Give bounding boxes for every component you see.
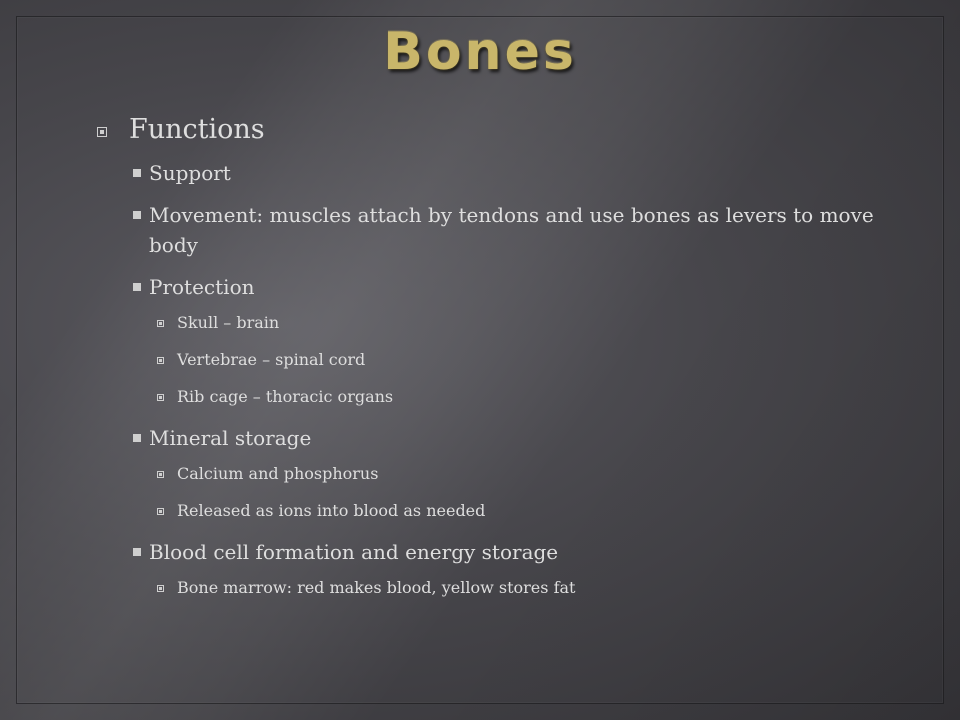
bullet-text: Mineral storage (149, 426, 312, 450)
filled-square-bullet-icon (133, 169, 141, 177)
small-square-bullet-icon (157, 320, 164, 327)
bullet-text: Support (149, 161, 231, 185)
bullet-item-calcium (157, 463, 897, 485)
square-bullet-icon (97, 127, 107, 137)
bullet-text: Vertebrae – spinal cord (177, 350, 366, 369)
bullet-text: Functions (129, 114, 265, 145)
bullet-item-released-ions (157, 500, 897, 522)
small-square-bullet-icon (157, 394, 164, 401)
bullet-text: Blood cell formation and energy storage (149, 540, 559, 564)
bullet-item-blood-cell-formation (133, 537, 897, 567)
bullet-item-vertebrae (157, 349, 897, 371)
bullet-item-movement (133, 200, 897, 260)
filled-square-bullet-icon (133, 211, 141, 219)
small-square-bullet-icon (157, 585, 164, 592)
bullet-text: Skull – brain (177, 313, 280, 332)
bullet-text: Protection (149, 275, 255, 299)
bullet-item-rib-cage (157, 386, 897, 408)
bullet-item-support (133, 158, 897, 188)
bullet-item-bone-marrow (157, 577, 897, 599)
filled-square-bullet-icon (133, 548, 141, 556)
small-square-bullet-icon (157, 471, 164, 478)
bullet-item-protection (133, 272, 897, 302)
bullet-item-skull (157, 312, 897, 334)
bullet-text: Rib cage – thoracic organs (177, 387, 394, 406)
bullet-text: Calcium and phosphorus (177, 464, 379, 483)
slide-title: Bones (383, 22, 577, 82)
bullet-text: Movement: muscles attach by tendons and use bones as levers to move body (149, 203, 874, 257)
bullet-list (97, 112, 897, 614)
filled-square-bullet-icon (133, 283, 141, 291)
bullet-item-mineral-storage (133, 423, 897, 453)
filled-square-bullet-icon (133, 434, 141, 442)
bullet-text: Bone marrow: red makes blood, yellow stores fat (177, 578, 576, 597)
small-square-bullet-icon (157, 357, 164, 364)
bullet-item-functions (97, 112, 897, 148)
small-square-bullet-icon (157, 508, 164, 515)
bullet-text: Released as ions into blood as needed (177, 501, 486, 520)
